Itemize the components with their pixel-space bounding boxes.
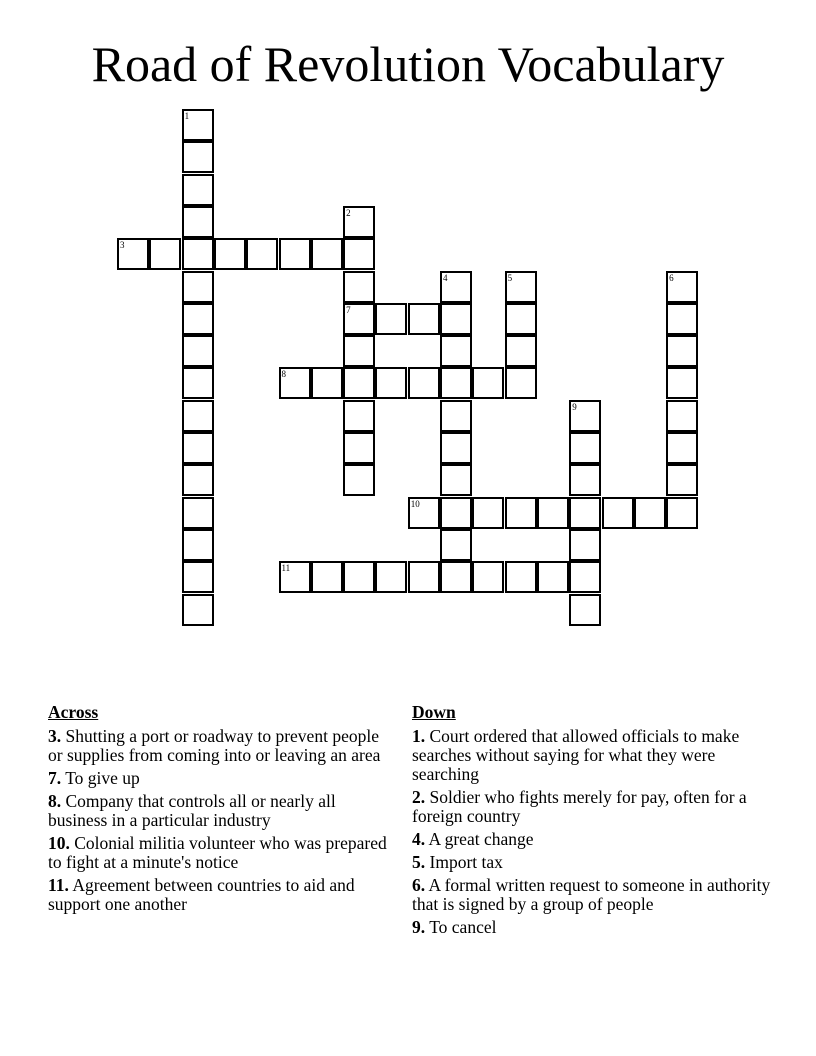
crossword-cell[interactable] (343, 206, 375, 238)
clue-number: 11. (48, 875, 69, 895)
clue-text: Shutting a port or roadway to prevent people or supplies from coming into or leaving an area (48, 726, 381, 765)
down-clue-4 (412, 830, 772, 849)
crossword-cell[interactable] (182, 400, 214, 432)
crossword-cell[interactable] (343, 303, 375, 335)
crossword-cell[interactable] (182, 109, 214, 141)
crossword-cell[interactable] (408, 497, 440, 529)
across-clue-3 (48, 727, 388, 765)
cell-number: 7 (346, 304, 351, 315)
crossword-cell[interactable] (343, 367, 375, 399)
clue-number: 4. (412, 829, 426, 849)
clue-text: Court ordered that allowed officials to make searches without saying for what they were searching (412, 726, 740, 784)
crossword-cell[interactable] (634, 497, 666, 529)
cell-number: 6 (669, 272, 674, 283)
across-clue-7 (48, 769, 388, 788)
page-title: Road of Revolution Vocabulary (91, 36, 725, 92)
crossword-cell[interactable] (440, 367, 472, 399)
across-clue-10 (48, 834, 388, 872)
down-clue-1 (412, 727, 772, 784)
across-heading: Across (48, 702, 99, 722)
crossword-cell[interactable] (214, 238, 246, 270)
clue-text: To give up (65, 768, 140, 788)
crossword-cell[interactable] (117, 238, 149, 270)
crossword-cell[interactable] (440, 271, 472, 303)
clue-number: 7. (48, 768, 62, 788)
cell-number: 5 (507, 272, 513, 283)
crossword-cell[interactable] (279, 367, 311, 399)
cell-number: 2 (346, 207, 351, 218)
clue-number: 2. (412, 787, 426, 807)
crossword-cell[interactable] (666, 303, 698, 335)
crossword-cell[interactable] (602, 497, 634, 529)
cell-number: 10 (410, 498, 420, 509)
crossword-cell[interactable] (375, 561, 407, 593)
crossword-cell[interactable] (343, 432, 375, 464)
crossword-cell[interactable] (182, 303, 214, 335)
crossword-cell[interactable] (182, 174, 214, 206)
crossword-cell[interactable] (440, 464, 472, 496)
crossword-cell[interactable] (149, 238, 181, 270)
crossword-cell[interactable] (505, 561, 537, 593)
clue-text: A formal written request to someone in authority that is signed by a group of people (412, 875, 771, 914)
crossword-cell[interactable] (666, 335, 698, 367)
crossword-cell[interactable] (343, 464, 375, 496)
down-clues (412, 703, 772, 941)
cell-number: 9 (572, 401, 577, 412)
crossword-cell[interactable] (311, 238, 343, 270)
crossword-cell[interactable] (440, 303, 472, 335)
clue-number: 9. (412, 917, 426, 937)
crossword-cell[interactable] (440, 432, 472, 464)
crossword-cell[interactable] (569, 529, 601, 561)
crossword-cell[interactable] (182, 335, 214, 367)
cell-number: 3 (120, 240, 125, 251)
clue-text: To cancel (429, 917, 497, 937)
crossword-cell[interactable] (666, 464, 698, 496)
clue-number: 5. (412, 852, 426, 872)
crossword-cell[interactable] (182, 206, 214, 238)
crossword-cell[interactable] (472, 367, 504, 399)
crossword-cell[interactable] (343, 271, 375, 303)
crossword-cell[interactable] (343, 561, 375, 593)
across-clue-8 (48, 792, 388, 830)
crossword-cell[interactable] (408, 303, 440, 335)
crossword-cell[interactable] (311, 561, 343, 593)
down-clue-2 (412, 788, 772, 826)
crossword-cell[interactable] (537, 497, 569, 529)
crossword-cell[interactable] (182, 271, 214, 303)
crossword-cell[interactable] (440, 529, 472, 561)
clue-text: Colonial militia volunteer who was prepared to fight at a minute's notice (48, 833, 387, 872)
crossword-cell[interactable] (666, 497, 698, 529)
crossword-cell[interactable] (440, 561, 472, 593)
crossword-cell[interactable] (375, 303, 407, 335)
crossword-cell[interactable] (182, 561, 214, 593)
crossword-cell[interactable] (666, 400, 698, 432)
crossword-cell[interactable] (279, 561, 311, 593)
crossword-cell[interactable] (343, 335, 375, 367)
crossword-cell[interactable] (440, 400, 472, 432)
crossword-cell[interactable] (537, 561, 569, 593)
cell-number: 4 (443, 272, 448, 283)
crossword-cell[interactable] (569, 497, 601, 529)
clue-text: A great change (428, 829, 534, 849)
crossword-cell[interactable] (666, 367, 698, 399)
crossword-cell[interactable] (505, 497, 537, 529)
cell-number: 8 (281, 369, 286, 380)
crossword-cell[interactable] (569, 400, 601, 432)
crossword-cell[interactable] (666, 271, 698, 303)
crossword-cell[interactable] (311, 367, 343, 399)
down-clue-5 (412, 853, 772, 872)
crossword-cell[interactable] (182, 141, 214, 173)
crossword-cell[interactable] (182, 367, 214, 399)
clue-text: Import tax (429, 852, 503, 872)
crossword-cell[interactable] (505, 303, 537, 335)
crossword-cell[interactable] (279, 238, 311, 270)
crossword-cell[interactable] (375, 367, 407, 399)
clue-number: 3. (48, 726, 62, 746)
crossword-cell[interactable] (246, 238, 278, 270)
crossword-cell[interactable] (569, 561, 601, 593)
crossword-cell[interactable] (408, 367, 440, 399)
crossword-cell[interactable] (505, 271, 537, 303)
crossword-cell[interactable] (569, 464, 601, 496)
down-clue-6 (412, 876, 772, 914)
crossword-cell[interactable] (472, 497, 504, 529)
crossword-cell[interactable] (666, 432, 698, 464)
crossword-cell[interactable] (505, 367, 537, 399)
crossword-cell[interactable] (182, 432, 214, 464)
clue-number: 8. (48, 791, 62, 811)
clue-number: 1. (412, 726, 426, 746)
clue-number: 6. (412, 875, 426, 895)
crossword-cell[interactable] (343, 238, 375, 270)
clue-text: Company that controls all or nearly all business in a particular industry (48, 791, 336, 830)
crossword-cell[interactable] (182, 238, 214, 270)
cell-number: 11 (281, 563, 291, 574)
crossword-cell[interactable] (440, 335, 472, 367)
clue-text: Agreement between countries to aid and support one another (48, 875, 355, 914)
crossword-cell[interactable] (182, 594, 214, 626)
down-clue-9 (412, 918, 772, 937)
crossword-cell[interactable] (408, 561, 440, 593)
down-heading: Down (412, 702, 456, 722)
clue-text: Soldier who fights merely for pay, often for a foreign country (412, 787, 747, 826)
cell-number: 1 (184, 111, 190, 121)
across-clues (48, 703, 388, 918)
crossword-cell[interactable] (569, 432, 601, 464)
crossword-cell[interactable] (505, 335, 537, 367)
crossword-cell[interactable] (440, 497, 472, 529)
crossword-cell[interactable] (569, 594, 601, 626)
crossword-cell[interactable] (472, 561, 504, 593)
crossword-cell[interactable] (182, 497, 214, 529)
across-clue-11 (48, 876, 388, 914)
clue-number: 10. (48, 833, 70, 853)
crossword-cell[interactable] (182, 529, 214, 561)
crossword-cell[interactable] (182, 464, 214, 496)
crossword-cell[interactable] (343, 400, 375, 432)
